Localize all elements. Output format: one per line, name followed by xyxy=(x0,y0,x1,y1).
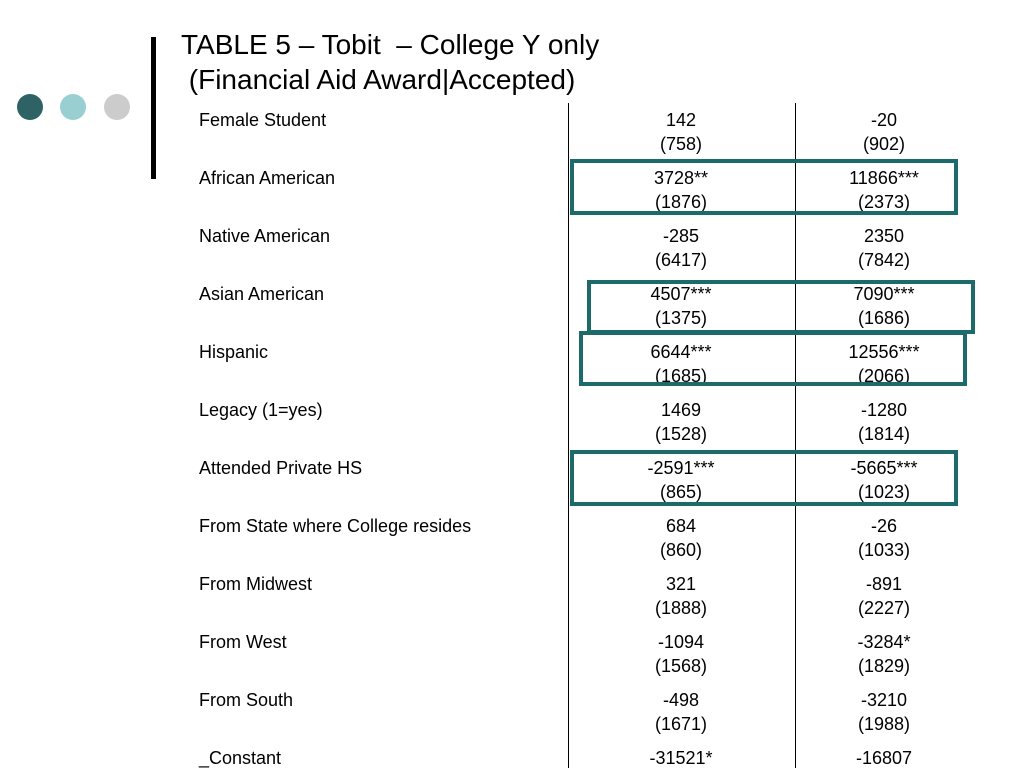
coefficient: -2591*** xyxy=(647,458,715,478)
coefficient: 3728** xyxy=(653,168,709,188)
standard-error: (860) xyxy=(659,540,703,560)
column-2-cell xyxy=(804,572,964,620)
coefficient: -891 xyxy=(865,574,903,594)
column-2-cell xyxy=(804,746,964,768)
standard-error: (1671) xyxy=(654,714,708,734)
coefficient: -16807 xyxy=(855,748,913,768)
table-row xyxy=(0,398,1024,456)
coefficient: -31521* xyxy=(649,748,713,768)
column-2-cell xyxy=(804,398,964,446)
coefficient: -285 xyxy=(662,226,700,246)
standard-error: (1988) xyxy=(857,714,911,734)
table-row xyxy=(0,688,1024,746)
row-label: From State where College resides xyxy=(199,516,472,536)
standard-error: (865) xyxy=(659,482,703,502)
standard-error: (1033) xyxy=(857,540,911,560)
coefficient: 7090*** xyxy=(853,284,915,304)
coefficient: -3284* xyxy=(857,632,911,652)
slide-title-line2: (Financial Aid Award|Accepted) xyxy=(181,64,576,95)
coefficient: 142 xyxy=(665,110,697,130)
coefficient: 321 xyxy=(665,574,697,594)
coefficient: 11866*** xyxy=(849,168,919,188)
coefficient: -5665*** xyxy=(850,458,918,478)
standard-error: (1023) xyxy=(857,482,911,502)
standard-error: (1888) xyxy=(654,598,708,618)
table-row xyxy=(0,108,1024,166)
row-label: From West xyxy=(199,632,287,652)
standard-error: (1686) xyxy=(857,308,911,328)
coefficient: -1280 xyxy=(860,400,908,420)
coefficient: -1094 xyxy=(657,632,705,652)
standard-error: (758) xyxy=(659,134,703,154)
coefficient: 4507*** xyxy=(650,284,712,304)
column-2-cell xyxy=(804,630,964,678)
row-label: From South xyxy=(199,690,294,710)
standard-error: (1375) xyxy=(654,308,708,328)
column-1-cell xyxy=(601,688,761,736)
column-1-cell xyxy=(601,572,761,620)
coefficient: -498 xyxy=(662,690,700,710)
coefficient: 6644*** xyxy=(650,342,712,362)
highlight-box-african-american xyxy=(570,159,958,215)
table-row xyxy=(0,514,1024,572)
slide-title-line1: TABLE 5 – Tobit – College Y only xyxy=(181,29,600,60)
column-2-cell xyxy=(804,108,964,156)
row-label: Attended Private HS xyxy=(199,458,363,478)
standard-error: (1814) xyxy=(857,424,911,444)
column-1-cell xyxy=(601,630,761,678)
row-label: Female Student xyxy=(199,110,327,130)
row-label: Hispanic xyxy=(199,342,269,362)
column-1-cell xyxy=(601,398,761,446)
table-row xyxy=(0,630,1024,688)
column-1-cell xyxy=(601,746,761,768)
column-2-cell xyxy=(804,514,964,562)
table-row xyxy=(0,572,1024,630)
highlight-box-private-hs xyxy=(570,450,958,506)
standard-error: (902) xyxy=(862,134,906,154)
table-row xyxy=(0,746,1024,768)
standard-error: (2373) xyxy=(857,192,911,212)
standard-error: (1568) xyxy=(654,656,708,676)
coefficient: 684 xyxy=(665,516,697,536)
standard-error: (1829) xyxy=(857,656,911,676)
row-label: Native American xyxy=(199,226,331,246)
highlight-box-asian-american xyxy=(587,280,975,334)
standard-error: (7842) xyxy=(857,250,911,270)
row-label: Legacy (1=yes) xyxy=(199,400,323,420)
standard-error: (6417) xyxy=(654,250,708,270)
column-1-cell xyxy=(601,224,761,272)
coefficient: -26 xyxy=(870,516,897,536)
standard-error: (1876) xyxy=(654,192,708,212)
coefficient: 12556*** xyxy=(848,342,920,362)
row-label: Asian American xyxy=(199,284,325,304)
column-2-cell xyxy=(804,224,964,272)
highlight-box-hispanic xyxy=(579,331,967,386)
coefficient: 2350 xyxy=(863,226,905,246)
column-2-cell xyxy=(804,688,964,736)
coefficient: 1469 xyxy=(660,400,702,420)
standard-error: (2066) xyxy=(857,366,911,386)
row-label: From Midwest xyxy=(199,574,313,594)
standard-error: (1528) xyxy=(654,424,708,444)
coefficient: -3210 xyxy=(860,690,908,710)
row-label: _Constant xyxy=(199,748,282,768)
column-1-cell xyxy=(601,108,761,156)
coefficient: -20 xyxy=(870,110,897,130)
standard-error: (1685) xyxy=(654,366,708,386)
table-row xyxy=(0,224,1024,282)
row-label: African American xyxy=(199,168,336,188)
standard-error: (2227) xyxy=(857,598,911,618)
column-1-cell xyxy=(601,514,761,562)
